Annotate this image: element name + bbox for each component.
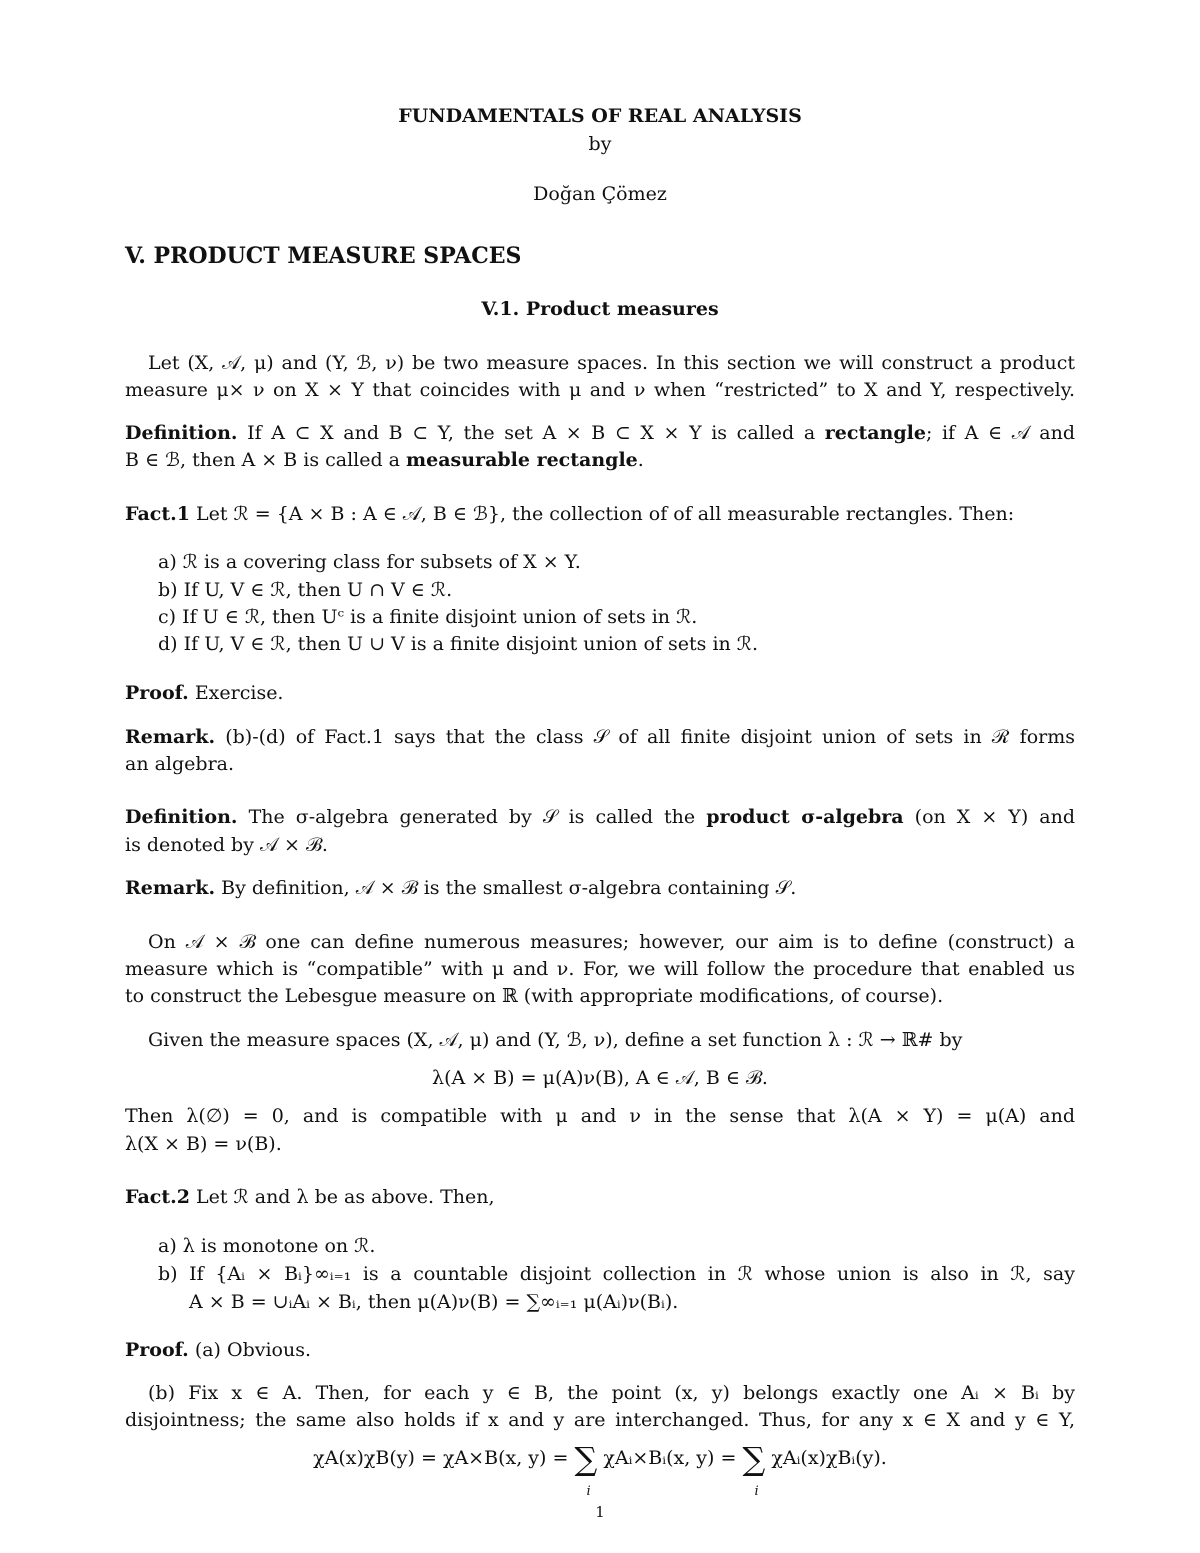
fact-2 (125, 1185, 1075, 1209)
remark-text: (b)-(d) of Fact.1 says that the class 𝒮 of all finite disjoint union of sets in ℛ forms (225, 726, 1075, 748)
term-rectangle: rectangle (824, 422, 926, 444)
definition-text: (on X × Y) and (914, 806, 1076, 828)
fact-2-item-b-line-2: A × B = ∪ᵢAᵢ × Bᵢ, then μ(A)ν(B) = ∑∞ᵢ₌₁ μ(Aᵢ)ν(Bᵢ). (189, 1291, 679, 1313)
definition-label: Definition. (125, 806, 238, 828)
fact-1-item-c: c) If U ∈ ℛ, then Uᶜ is a finite disjoint union of sets in ℛ. (158, 606, 698, 628)
equation-right: χAᵢ(x)χBᵢ(y). (771, 1447, 887, 1469)
summation-symbol: ∑ i (742, 1446, 765, 1471)
fact-1-item-d: d) If U, V ∈ ℛ, then U ∪ V is a finite disjoint union of sets in ℛ. (158, 633, 759, 655)
proof-b-line-2: disjointness; the same also holds if x and y are interchanged. Thus, for any x ∈ X and y ∈ Y, (125, 1409, 1075, 1431)
intro-line-2: measure μ× ν on X × Y that coincides with μ and ν when “restricted” to X and Y, respectively. (125, 379, 1075, 401)
fact-1-item-a: a) ℛ is a covering class for subsets of X × Y. (158, 551, 581, 573)
paragraph-line-1: On 𝒜 × ℬ one can define numerous measures; however, our aim is to define (construct) a (148, 931, 1075, 953)
definition-text: ; if A ∈ 𝒜 and (925, 422, 1076, 444)
document-title: FUNDAMENTALS OF REAL ANALYSIS (398, 105, 802, 127)
definition-product-sigma-algebra-line-2: is denoted by 𝒜 × ℬ. (125, 834, 328, 856)
term-measurable-rectangle: measurable rectangle (406, 449, 638, 471)
proof-label: Proof. (125, 682, 189, 704)
equation-characteristic-functions (0, 1440, 1200, 1499)
compatibility-line-2: λ(X × B) = ν(B). (125, 1133, 282, 1155)
remark-label: Remark. (125, 877, 216, 899)
fact-2-item-a: a) λ is monotone on ℛ. (158, 1235, 376, 1257)
definition-text: B ∈ ℬ, then A × B is called a (125, 449, 400, 471)
proof-text: Exercise. (194, 682, 284, 704)
proof-text: (a) Obvious. (194, 1339, 312, 1361)
remark-1-line-1 (125, 725, 1075, 749)
compatibility-line-1: Then λ(∅) = 0, and is compatible with μ and ν in the sense that λ(A × Y) = μ(A) and (125, 1105, 1075, 1127)
definition-text: . (637, 449, 644, 471)
term-product-sigma-algebra: product σ-algebra (706, 806, 904, 828)
section-heading: V.1. Product measures (481, 298, 719, 320)
definition-label: Definition. (125, 422, 238, 444)
author-name: Doğan Çömez (533, 183, 667, 205)
fact-label: Fact.1 (125, 503, 190, 525)
definition-rectangle-line-1 (125, 421, 1075, 445)
definition-text: The σ-algebra generated by 𝒮 is called the (248, 806, 696, 828)
definition-text: If A ⊂ X and B ⊂ Y, the set A × B ⊂ X × Y is called a (247, 422, 816, 444)
fact-2-item-b-line-1: b) If {Aᵢ × Bᵢ}∞ᵢ₌₁ is a countable disjoint collection in ℛ whose union is also in ℛ, say (158, 1263, 1075, 1285)
chapter-heading: V. PRODUCT MEASURE SPACES (125, 243, 522, 269)
proof-1 (125, 681, 1075, 705)
by-line: by (588, 133, 612, 155)
page-number: 1 (595, 1503, 605, 1521)
definition-rectangle-line-2 (125, 448, 1075, 472)
equation-lambda: λ(A × B) = μ(A)ν(B), A ∈ 𝒜, B ∈ ℬ. (432, 1067, 768, 1089)
summation-index: i (754, 1484, 759, 1499)
fact-text: Let ℛ and λ be as above. Then, (196, 1186, 495, 1208)
proof-b-line-1: (b) Fix x ∈ A. Then, for each y ∈ B, the point (x, y) belongs exactly one Aᵢ × Bᵢ by (148, 1382, 1075, 1404)
summation-symbol: ∑ i (574, 1446, 597, 1471)
definition-product-sigma-algebra-line-1 (125, 805, 1075, 829)
fact-label: Fact.2 (125, 1186, 190, 1208)
equation-middle: χAᵢ×Bᵢ(x, y) = (603, 1447, 737, 1469)
remark-label: Remark. (125, 726, 216, 748)
set-function-paragraph: Given the measure spaces (X, 𝒜, μ) and (Y, ℬ, ν), define a set function λ : ℛ → ℝ# by (148, 1029, 963, 1051)
paragraph-line-3: to construct the Lebesgue measure on ℝ (with appropriate modifications, of course). (125, 985, 944, 1007)
remark-1-line-2: an algebra. (125, 753, 235, 775)
equation-left: χA(x)χB(y) = χA×B(x, y) = (313, 1447, 569, 1469)
summation-index: i (586, 1484, 591, 1499)
remark-text: By definition, 𝒜 × ℬ is the smallest σ-algebra containing 𝒮. (221, 877, 797, 899)
proof-2 (125, 1338, 1075, 1362)
fact-text: Let ℛ = {A × B : A ∈ 𝒜, B ∈ ℬ}, the collection of of all measurable rectangles. Then: (196, 503, 1015, 525)
intro-line-1: Let (X, 𝒜, μ) and (Y, ℬ, ν) be two measure spaces. In this section we will construct a product (148, 352, 1075, 374)
paragraph-line-2: measure which is “compatible” with μ and ν. For, we will follow the procedure that enabled us (125, 958, 1075, 980)
proof-label: Proof. (125, 1339, 189, 1361)
fact-1 (125, 502, 1075, 526)
remark-2 (125, 876, 1075, 900)
fact-1-item-b: b) If U, V ∈ ℛ, then U ∩ V ∈ ℛ. (158, 579, 453, 601)
